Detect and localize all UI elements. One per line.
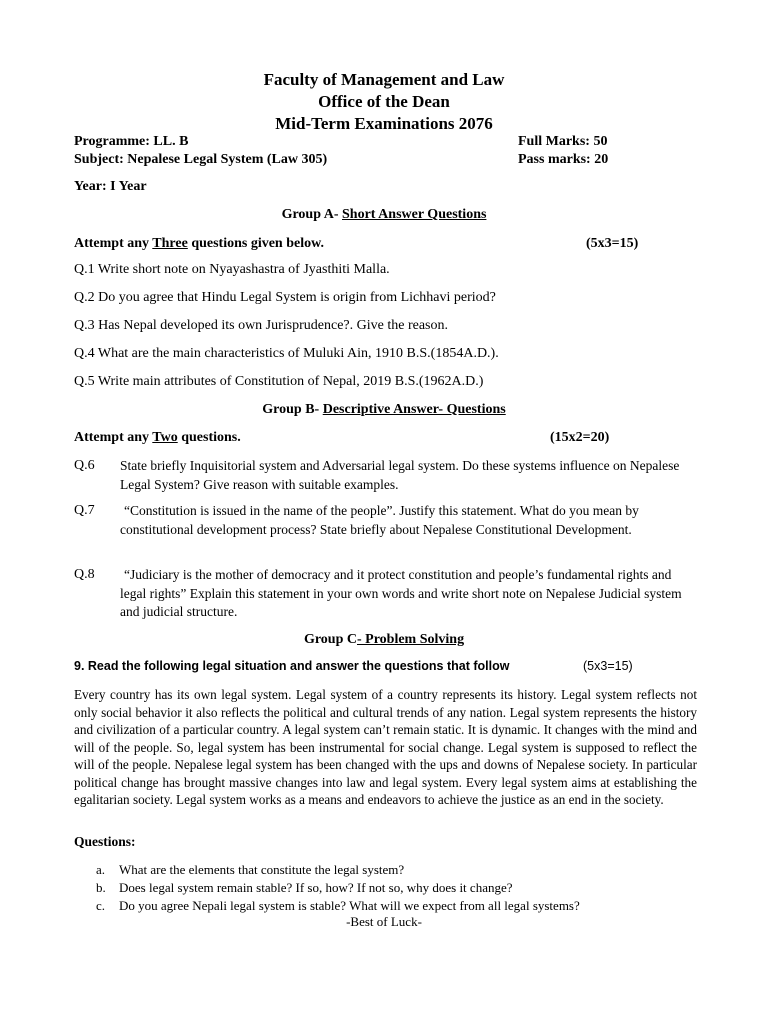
sub-question-c-text: Do you agree Nepali legal system is stable? What will we expect from all legal systems? xyxy=(119,898,580,913)
question-9-marks: (5x3=15) xyxy=(583,659,633,673)
question-8-number: Q.8 xyxy=(74,567,95,582)
sub-question-a-letter: a. xyxy=(96,862,106,877)
year-label: Year: I Year xyxy=(74,179,147,194)
group-c-heading: Group C- Problem Solving xyxy=(303,632,465,647)
question-6-number: Q.6 xyxy=(74,458,95,473)
programme-label: Programme: LL. B xyxy=(74,134,189,149)
faculty-title: Faculty of Management and Law xyxy=(263,70,505,89)
group-a-instruction: Attempt any Three questions given below. xyxy=(74,236,324,251)
group-b-heading: Group B- Descriptive Answer- Questions xyxy=(262,402,506,417)
question-3: Q.3 Has Nepal developed its own Jurisprudence?. Give the reason. xyxy=(74,318,449,333)
office-title: Office of the Dean xyxy=(318,92,450,111)
question-7-text: “Constitution is issued in the name of the people”. Justify this statement. What do you mean by constitutional development process? State briefly about Nepalese Constitutional Development. xyxy=(120,503,639,537)
legal-situation-passage: Every country has its own legal system. Legal system of a country represents its history. Legal system reflects not only social behavior it also reflects the political and cultural trends of any nation. Legal system represents the history and civilization of a particular country. A legal system can’t remain static. It is dynamic. It changes with the mind and will of the people. So, legal system has been instrumental for social change. Legal system is supposed to reflect the will of the people. Nepalese legal system has been changed with the ups and downs of Nepalese society. In particular political change has brought massive changes into law and legal system. Every legal system aims at establishing the egalitarian society. Legal system works as a means and endeavors to achieve the justice as an end in the society. xyxy=(74,687,697,807)
question-7-number: Q.7 xyxy=(74,503,95,518)
question-9-title: 9. Read the following legal situation and answer the questions that follow xyxy=(74,659,510,673)
sub-question-c-letter: c. xyxy=(96,898,106,913)
question-6-text: State briefly Inquisitorial system and Adversarial legal system. Do these systems influence on Nepalese Legal System? Give reason with suitable examples. xyxy=(120,458,680,492)
full-marks: Full Marks: 50 xyxy=(518,134,608,149)
sub-question-b-letter: b. xyxy=(96,880,106,895)
question-8-text: “Judiciary is the mother of democracy and it protect constitution and people’s fundamental rights and legal rights” Explain this statement in your own words and write short note on Nepalese Judicial system and judicial structure. xyxy=(120,567,682,619)
question-4: Q.4 What are the main characteristics of Muluki Ain, 1910 B.S.(1854A.D.). xyxy=(74,346,499,361)
question-5: Q.5 Write main attributes of Constitution of Nepal, 2019 B.S.(1962A.D.) xyxy=(74,374,484,389)
question-2: Q.2 Do you agree that Hindu Legal System is origin from Lichhavi period? xyxy=(74,290,496,305)
question-1: Q.1 Write short note on Nyayashastra of Jyasthiti Malla. xyxy=(74,262,390,277)
group-a-heading: Group A- Short Answer Questions xyxy=(281,207,487,222)
group-b-instruction: Attempt any Two questions. xyxy=(74,430,241,445)
sub-question-b-text: Does legal system remain stable? If so, how? If not so, why does it change? xyxy=(119,880,513,895)
questions-label: Questions: xyxy=(74,834,136,849)
exam-title: Mid-Term Examinations 2076 xyxy=(275,114,493,133)
group-b-marks: (15x2=20) xyxy=(550,430,610,445)
sub-question-a-text: What are the elements that constitute the legal system? xyxy=(119,862,405,877)
pass-marks: Pass marks: 20 xyxy=(518,152,609,167)
subject-label: Subject: Nepalese Legal System (Law 305) xyxy=(74,152,328,167)
group-a-marks: (5x3=15) xyxy=(586,236,639,251)
closing-note: -Best of Luck- xyxy=(346,914,422,929)
